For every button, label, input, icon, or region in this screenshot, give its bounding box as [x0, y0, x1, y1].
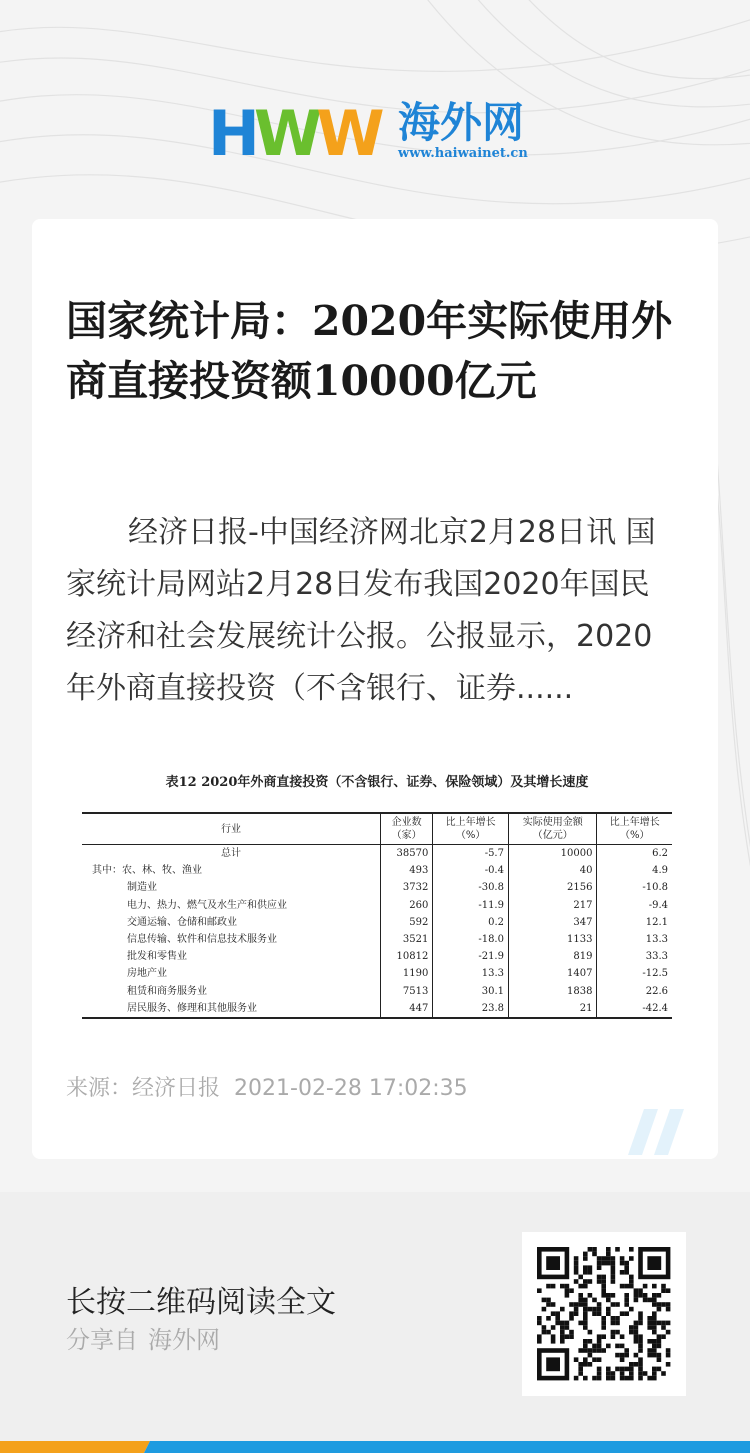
row-industry: 批发和零售业 — [127, 951, 187, 963]
table-row — [82, 983, 672, 1000]
logo-url: www.haiwainet.cn — [398, 146, 528, 161]
header-amount: 实际使用金额 （亿元） — [508, 813, 596, 845]
row-industry: 其中：农、林、牧、渔业 — [92, 865, 202, 877]
row-firms: 493 — [381, 862, 433, 879]
row-amount: 347 — [508, 914, 596, 931]
row-industry: 电力、热力、燃气及水生产和供应业 — [127, 899, 287, 911]
table-caption: 表12 2020年外商直接投资（不含银行、证券、保险领域）及其增长速度 — [165, 775, 589, 790]
table-row — [82, 897, 672, 914]
fdi-table — [82, 812, 672, 1019]
row-firms-growth: -5.7 — [433, 845, 509, 863]
qr-code-icon — [522, 1232, 686, 1396]
row-amount: 40 — [508, 862, 596, 879]
row-amount-growth: -12.5 — [597, 965, 672, 982]
row-firms: 7513 — [381, 983, 433, 1000]
row-firms: 1190 — [381, 965, 433, 982]
row-amount: 2156 — [508, 879, 596, 896]
logo-chinese-name: 海外网 — [398, 98, 525, 147]
row-firms-growth: 23.8 — [433, 1000, 509, 1018]
article-title: 国家统计局：2020年实际使用外商直接投资额10000亿元 — [66, 297, 673, 405]
row-amount-growth: 33.3 — [597, 948, 672, 965]
row-firms: 10812 — [381, 948, 433, 965]
row-amount: 1407 — [508, 965, 596, 982]
row-industry: 房地产业 — [127, 968, 167, 980]
row-industry: 总计 — [221, 848, 241, 860]
shared-from: 分享自 海外网 — [66, 1326, 220, 1354]
bottom-color-bar — [0, 1441, 750, 1453]
row-amount-growth: -9.4 — [597, 897, 672, 914]
source-label: 来源：经济日报 — [66, 1076, 221, 1101]
row-firms: 260 — [381, 897, 433, 914]
row-firms-growth: -30.8 — [433, 879, 509, 896]
row-firms: 38570 — [381, 845, 433, 863]
publish-datetime: 2021-02-28 17:02:35 — [234, 1076, 468, 1101]
article-source-line — [66, 1071, 468, 1102]
row-amount: 21 — [508, 1000, 596, 1018]
row-amount-growth: 6.2 — [597, 845, 672, 863]
row-firms: 3732 — [381, 879, 433, 896]
table-row — [82, 845, 672, 863]
site-logo[interactable] — [208, 98, 548, 168]
table-row — [82, 1000, 672, 1018]
row-amount-growth: 13.3 — [597, 931, 672, 948]
logo-letters: HWW — [208, 97, 379, 170]
table-row — [82, 948, 672, 965]
table-row — [82, 965, 672, 982]
row-amount-growth: 22.6 — [597, 983, 672, 1000]
row-industry: 居民服务、修理和其他服务业 — [82, 1000, 381, 1018]
share-footer — [0, 1192, 750, 1441]
row-firms-growth: 13.3 — [433, 965, 509, 982]
row-industry: 信息传输、软件和信息技术服务业 — [127, 934, 277, 946]
header-industry: 行业 — [82, 813, 381, 845]
quote-marks-icon — [628, 1109, 688, 1155]
row-industry: 制造业 — [127, 882, 157, 894]
row-firms-growth: 30.1 — [433, 983, 509, 1000]
row-firms-growth: -11.9 — [433, 897, 509, 914]
qr-code[interactable] — [522, 1232, 686, 1396]
table-row — [82, 931, 672, 948]
header-firms: 企业数 （家） — [381, 813, 433, 845]
row-industry: 交通运输、仓储和邮政业 — [127, 916, 237, 928]
article-summary: 经济日报-中国经济网北京2月28日讯 国家统计局网站2月28日发布我国2020年国民经济和社会发展统计公报。公报显示，2020年外商直接投资（不含银行、证券...... — [66, 515, 656, 706]
table-row — [82, 879, 672, 896]
header-firms-growth: 比上年增长 （%） — [433, 813, 509, 845]
row-industry: 租赁和商务服务业 — [127, 985, 207, 997]
row-firms: 447 — [381, 1000, 433, 1018]
row-firms: 592 — [381, 914, 433, 931]
row-amount-growth: 4.9 — [597, 862, 672, 879]
row-firms-growth: -21.9 — [433, 948, 509, 965]
row-amount-growth: -42.4 — [597, 1000, 672, 1018]
long-press-qr-hint: 长按二维码阅读全文 — [66, 1285, 336, 1320]
row-amount: 819 — [508, 948, 596, 965]
article-card — [32, 219, 718, 1159]
row-amount-growth: -10.8 — [597, 879, 672, 896]
header-amount-growth: 比上年增长 （%） — [597, 813, 672, 845]
table-row — [82, 862, 672, 879]
row-amount: 1838 — [508, 983, 596, 1000]
row-firms-growth: -18.0 — [433, 931, 509, 948]
row-firms: 3521 — [381, 931, 433, 948]
row-firms-growth: 0.2 — [433, 914, 509, 931]
row-amount: 10000 — [508, 845, 596, 863]
table-row — [82, 914, 672, 931]
statistics-table-image — [82, 771, 672, 1019]
row-firms-growth: -0.4 — [433, 862, 509, 879]
row-amount: 1133 — [508, 931, 596, 948]
row-amount-growth: 12.1 — [597, 914, 672, 931]
row-amount: 217 — [508, 897, 596, 914]
table-header-row — [82, 813, 672, 845]
